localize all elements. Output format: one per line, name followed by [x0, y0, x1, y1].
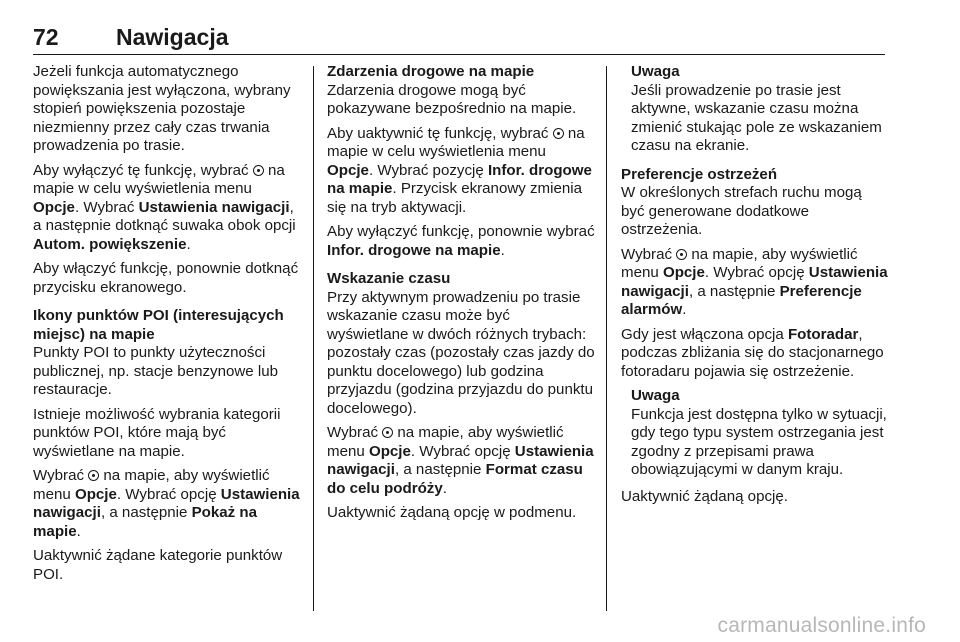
paragraph	[33, 162, 301, 255]
paragraph: Aby włączyć funkcję, ponownie dotknąć przycisku ekranowego.	[33, 260, 299, 296]
menu-term: Preferencje alarmów	[621, 282, 862, 318]
text: na mapie, aby wyświetlić menu	[33, 467, 270, 503]
text: , a następnie	[394, 461, 486, 478]
text: . Przycisk ekranowy zmienia się na tryb aktywacji.	[327, 180, 583, 216]
text: .	[186, 235, 191, 253]
column-3	[621, 63, 889, 512]
column-divider	[313, 66, 314, 611]
map-options-icon	[253, 165, 264, 176]
paragraph: Punkty POI to punkty użyteczności publicznej, np. stacje benzynowe lub restauracje.	[33, 344, 279, 398]
section-heading: Ikony punktów POI (interesujących miejsc) na mapie	[33, 307, 284, 343]
map-options-icon	[676, 249, 687, 260]
column-1	[33, 63, 301, 590]
menu-term: Opcje	[74, 485, 117, 503]
note-text: Jeśli prowadzenie po trasie jest aktywne, wskazanie czasu można zmienić stukając pole ze wskazaniem czasu na ekranie.	[631, 81, 882, 154]
text: Aby wyłączyć funkcję, ponownie wybrać	[327, 223, 595, 240]
text: na mapie, aby wyświetlić menu	[327, 424, 564, 460]
note-box	[621, 63, 889, 156]
paragraph	[33, 467, 301, 541]
text: . Wybrać opcję	[704, 264, 809, 281]
text: . Wybrać opcję	[410, 442, 515, 460]
text: Wybrać	[327, 424, 383, 441]
text: na mapie w celu wyświetlenia menu	[33, 161, 285, 197]
text: na mapie w celu wyświetlenia menu	[327, 124, 585, 160]
map-options-icon	[88, 470, 99, 481]
text: , a następnie	[688, 282, 780, 300]
menu-term: Autom. powiększenie	[33, 235, 187, 253]
section-heading: Wskazanie czasu	[327, 270, 451, 287]
menu-term: Ustawienia nawigacji	[621, 264, 888, 300]
text: . Wybrać	[74, 198, 139, 216]
page-title: Nawigacja	[116, 24, 229, 50]
text: na mapie, aby wyświetlić menu	[621, 245, 858, 281]
menu-term: Opcje	[327, 161, 369, 179]
page-header	[33, 18, 885, 55]
menu-term: Ustawienia nawigacji	[327, 442, 594, 478]
menu-term: Opcje	[33, 198, 75, 216]
paragraph: Przy aktywnym prowadzeniu po trasie wskazanie czasu może być wyświetlane w dwóch różnych trybach: pozostały czas (pozostały czas jazdy do punktu docelowego) lub godzina przyjazdu (godzina przyjazdu do punktu docelowego).	[327, 288, 595, 417]
menu-term: Opcje	[662, 264, 705, 281]
menu-term: Opcje	[368, 442, 411, 460]
column-divider	[606, 66, 607, 611]
menu-term: Pokaż na mapie	[33, 504, 258, 540]
text: . Wybrać pozycję	[368, 161, 488, 179]
paragraph: Zdarzenia drogowe mogą być pokazywane bezpośrednio na mapie.	[327, 81, 577, 117]
note-title: Uwaga	[631, 63, 680, 80]
text: , a następnie dotknąć suwaka obok opcji	[33, 198, 296, 234]
text: .	[76, 522, 81, 540]
paragraph: Uaktywnić żądaną opcję.	[621, 487, 788, 505]
text: .	[682, 301, 687, 318]
column-2	[327, 63, 595, 529]
menu-term: Format czasu do celu podróży	[327, 461, 583, 497]
text: , a następnie	[100, 504, 192, 521]
map-options-icon	[553, 128, 564, 139]
page-number: 72	[33, 24, 59, 50]
text: Wybrać	[621, 245, 677, 263]
section-heading: Zdarzenia drogowe na mapie	[327, 63, 535, 80]
menu-term: Ustawienia nawigacji	[33, 485, 300, 521]
paragraph	[327, 424, 595, 498]
menu-term: Infor. drogowe na mapie	[327, 241, 501, 259]
section-heading: Preferencje ostrzeżeń	[621, 165, 778, 183]
menu-term: Fotoradar	[787, 325, 859, 343]
watermark: carmanualsonline.info	[717, 614, 926, 637]
note-box	[621, 387, 889, 480]
text: Aby wyłączyć tę funkcję, wybrać	[33, 161, 253, 179]
paragraph: Uaktywnić żądane kategorie punktów POI.	[33, 547, 283, 583]
text: . Wybrać opcję	[116, 485, 221, 503]
paragraph: Istnieje możliwość wybrania kategorii punktów POI, które mają być wyświetlane na mapie.	[33, 405, 281, 460]
paragraph	[327, 125, 595, 218]
paragraph: Uaktywnić żądaną opcję w podmenu.	[327, 504, 577, 521]
note-title: Uwaga	[631, 387, 680, 404]
paragraph	[621, 246, 889, 320]
text: .	[500, 241, 505, 259]
text: Aby uaktywnić tę funkcję, wybrać	[327, 124, 553, 142]
map-options-icon	[382, 427, 393, 438]
menu-term: Ustawienia nawigacji	[138, 198, 290, 216]
text: Gdy jest włączona opcja	[621, 325, 788, 343]
text: Wybrać	[33, 467, 89, 484]
text: .	[442, 479, 447, 497]
paragraph: W określonych strefach ruchu mogą być generowane dodatkowe ostrzeżenia.	[621, 184, 862, 238]
paragraph	[327, 223, 595, 260]
text: , podczas zbliżania się do stacjonarnego fotoradaru pojawia się ostrzeżenie.	[621, 325, 884, 380]
paragraph	[621, 326, 889, 382]
note-text: Funkcja jest dostępna tylko w sytuacji, gdy tego typu system ostrzegania jest zgodny z przepisami prawa obowiązującymi w danym kraju.	[631, 405, 887, 478]
paragraph: Jeżeli funkcja automatycznego powiększania jest wyłączona, wybrany stopień powiększenia pozostaje niezmienny przez cały czas trwania prowadzenia po trasie.	[33, 63, 291, 154]
menu-term: Infor. drogowe na mapie	[327, 161, 592, 197]
